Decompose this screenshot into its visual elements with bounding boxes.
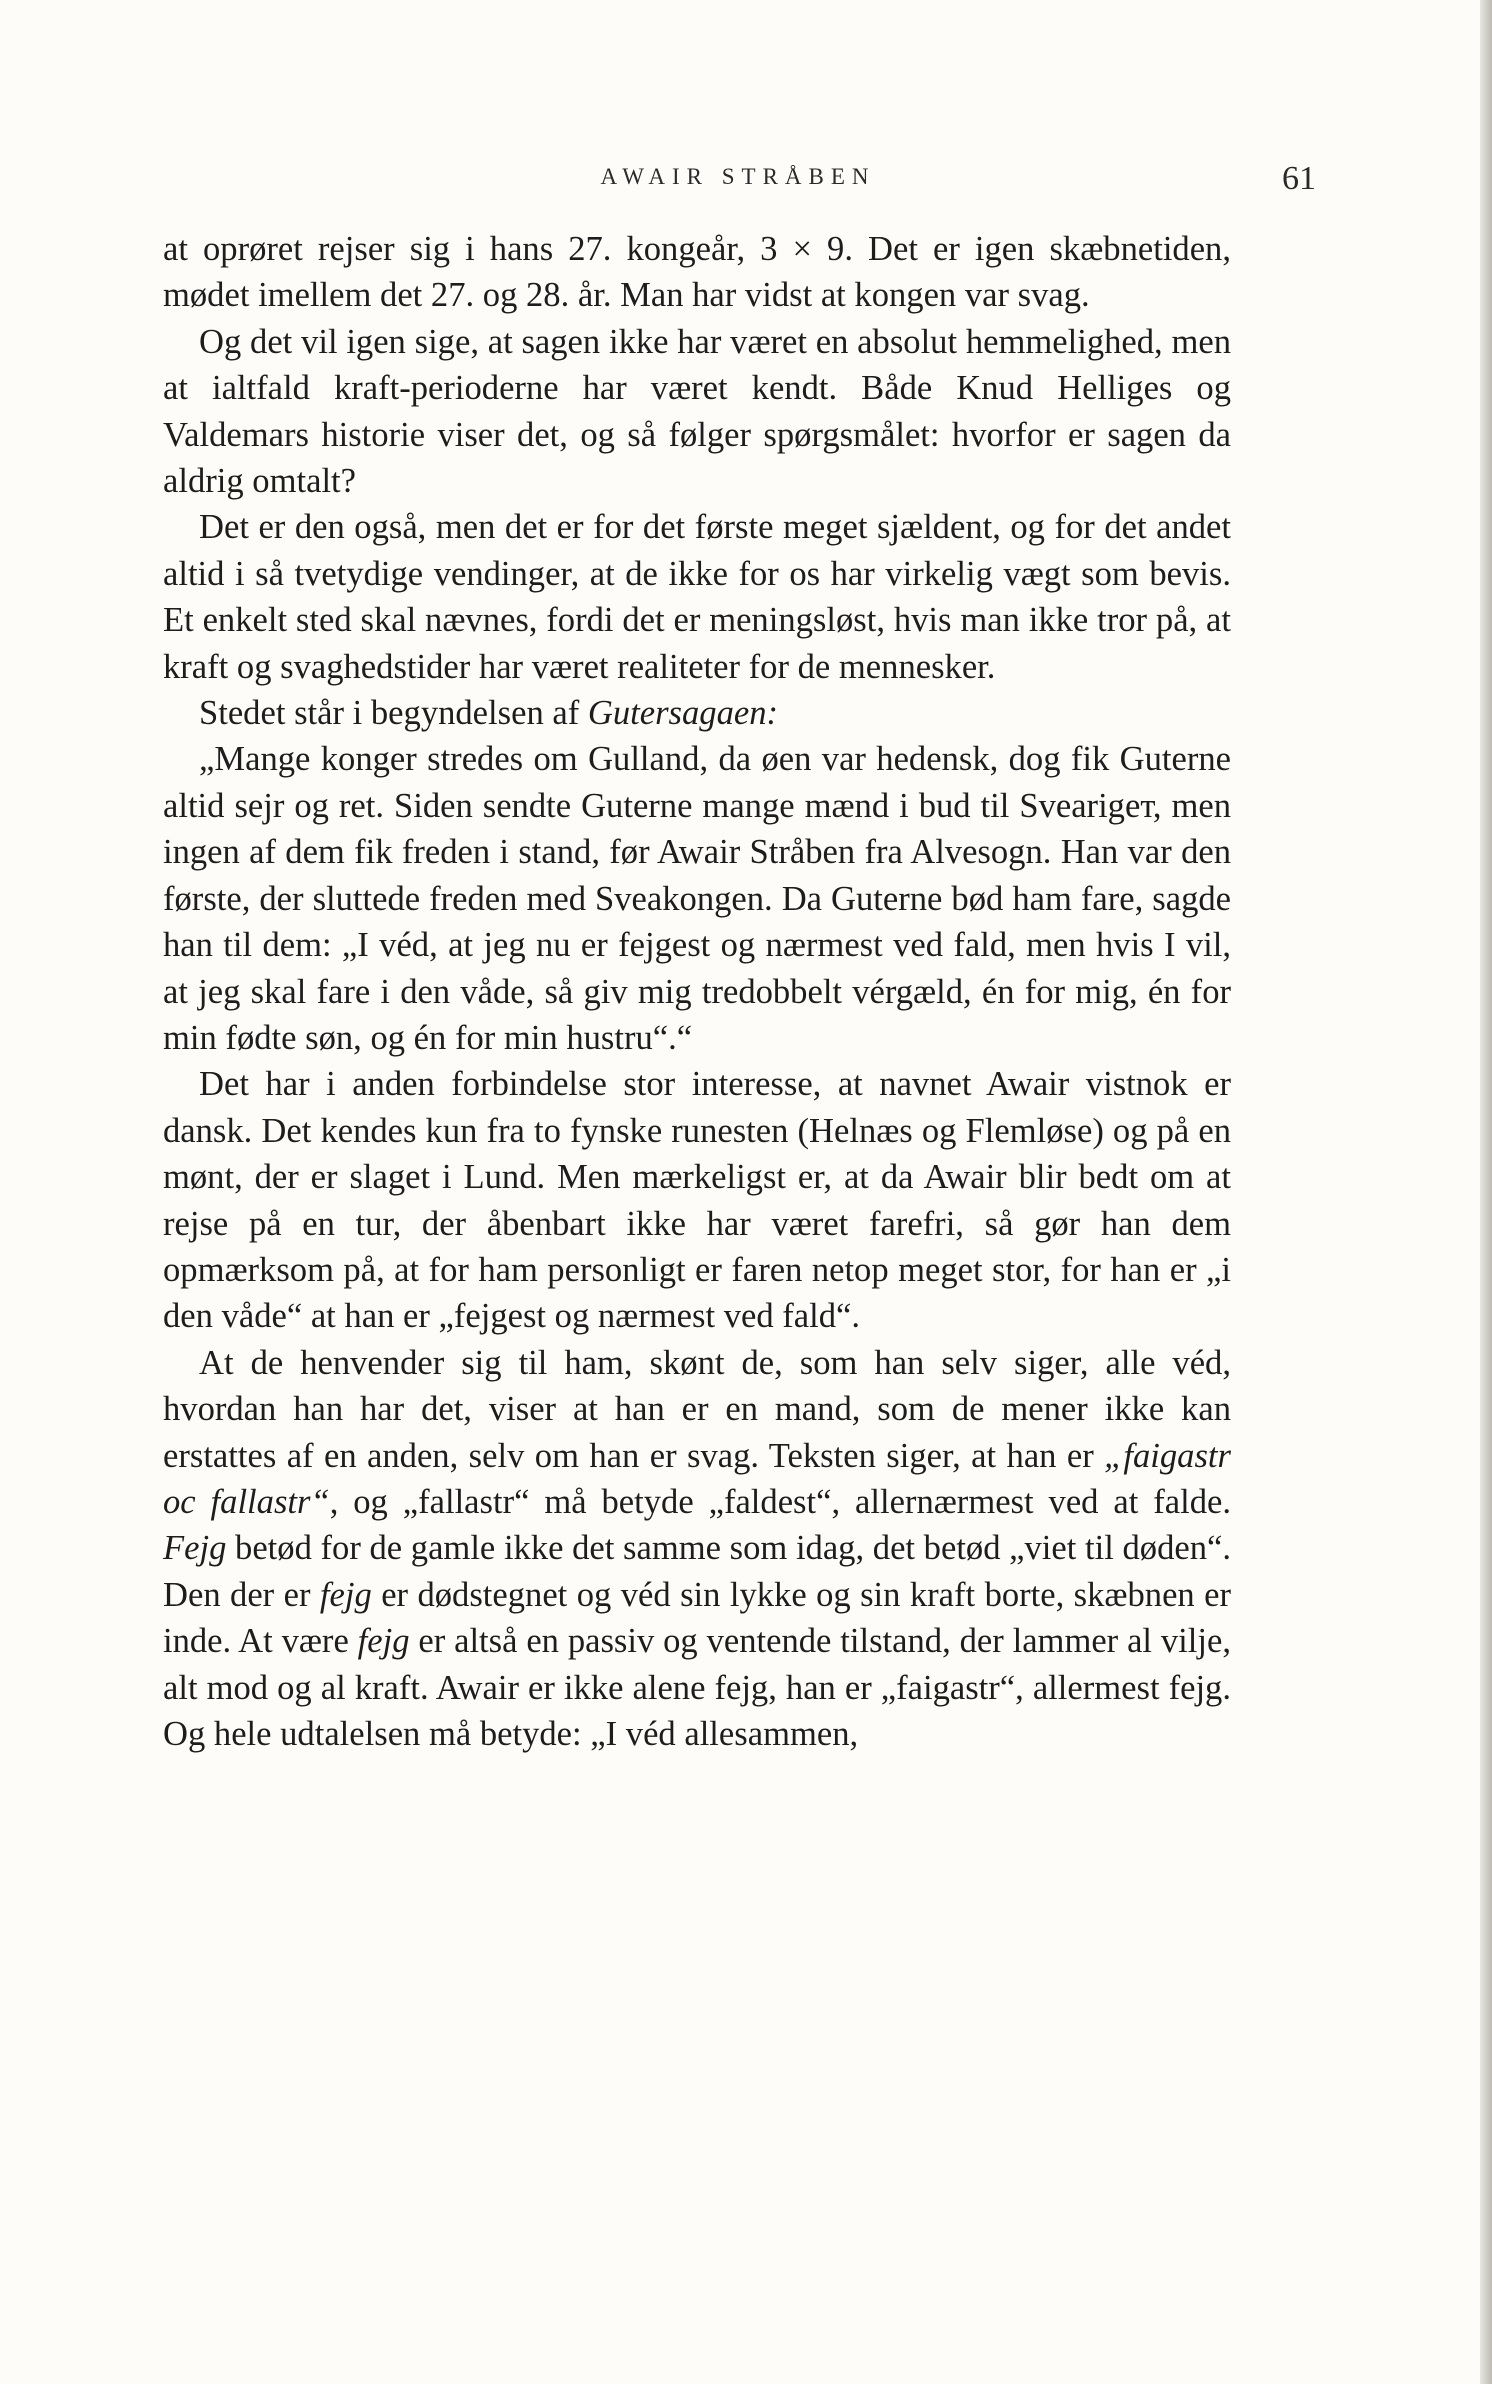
paragraph-2: Og det vil igen sige, at sagen ikke har været en absolut hemmelighed, men at ialtfald kraft-perioderne har været kendt. Både Knud Helliges og Valdemars historie viser det, og så følger spørgsmålet: hvorfor er sagen da aldrig omtalt? <box>163 322 1231 501</box>
paragraph-5-quote: „Mange konger stredes om Gulland, da øen var hedensk, dog fik Guterne altid sejr og ret. Siden sendte Guterne mange mænd i bud til Svearigет, men ingen af dem fik freden i stand, før Awair Stråben fra Alvesogn. Han var den første, der sluttede freden med Sveakongen. Da Guterne bød ham fare, sagde han til dem: „I véd, at jeg nu er fejgest og nærmest ved fald, men hvis I vil, at jeg skal fare i den våde, så giv mig tredobbelt vérgæld, én for mig, én for min fødte søn, og én for min hustru“.“ <box>163 740 1231 1057</box>
paragraph-1: at oprøret rejser sig i hans 27. kongeår, 3 × 9. Det er igen skæbnetiden, mødet imellem det 27. og 28. år. Man har vidst at kongen var svag. <box>163 230 1231 315</box>
saga-title: Gutersagaen: <box>587 694 779 733</box>
text-run: er altså en passiv og ventende tilstand, der lammer al vilje, alt mod og al kraft. Awair er ikke alene fejg, han er „faigastr“, allermest fejg. Og hele udtalelsen må betyde: „I véd allesammen, <box>163 1622 1231 1753</box>
italic-term: fejg <box>319 1575 372 1614</box>
italic-term: Fejg <box>163 1529 227 1568</box>
paragraph-7 <box>163 1340 1231 1758</box>
paragraph-3: Det er den også, men det er for det første meget sjældent, og for det andet altid i så tvetydige vendinger, at de ikke for os har virkelig vægt som bevis. Et enkelt sted skal nævnes, fordi det er meningsløst, hvis man ikke tror på, at kraft og svaghedstider har været realiteter for de mennesker. <box>163 508 1231 686</box>
italic-term: fejg <box>357 1622 410 1661</box>
paragraph-4-text: Stedet står i begyndelsen af <box>199 694 588 733</box>
text-run: , og „fallastr“ må betyde „faldest“, allernærmest ved at falde. <box>329 1482 1231 1521</box>
paragraph-6: Det har i anden forbindelse stor interesse, at navnet Awair vistnok er dansk. Det kendes kun fra to fynske runesten (Helnæs og Flemløse) og på en mønt, der er slaget i Lund. Men mærkeligst er, at da Awair blir bedt om at rejse på en tur, der åbenbart ikke har været farefri, så gør han dem opmærksom på, at for ham personligt er faren netop meget stor, for han er „i den våde“ at han er „fejgest og nærmest ved fald“. <box>163 1065 1231 1336</box>
text-run: er dødstegnet og véd sin lykke og sin kraft borte, skæbnen er inde. At være <box>163 1575 1231 1661</box>
text-run: betød for de gamle ikke det samme som idag, det betød „viet til døden“. Den der er <box>163 1529 1231 1614</box>
body-text <box>163 226 1231 1757</box>
running-title: AWAIR STRÅBEN <box>600 164 876 189</box>
italic-quote: „faigastr oc fallastr“ <box>163 1436 1231 1521</box>
running-head <box>160 160 1316 200</box>
text-run: At de henvender sig til ham, skønt de, som han selv siger, alle véd, hvordan han har det, viser at han er en mand, som de mener ikke kan erstattes af en anden, selv om han er svag. Teksten siger, at han er <box>163 1343 1231 1475</box>
page-edge-shadow <box>1480 0 1492 2384</box>
paragraph-4 <box>163 690 1231 736</box>
page-number: 61 <box>1282 160 1316 197</box>
